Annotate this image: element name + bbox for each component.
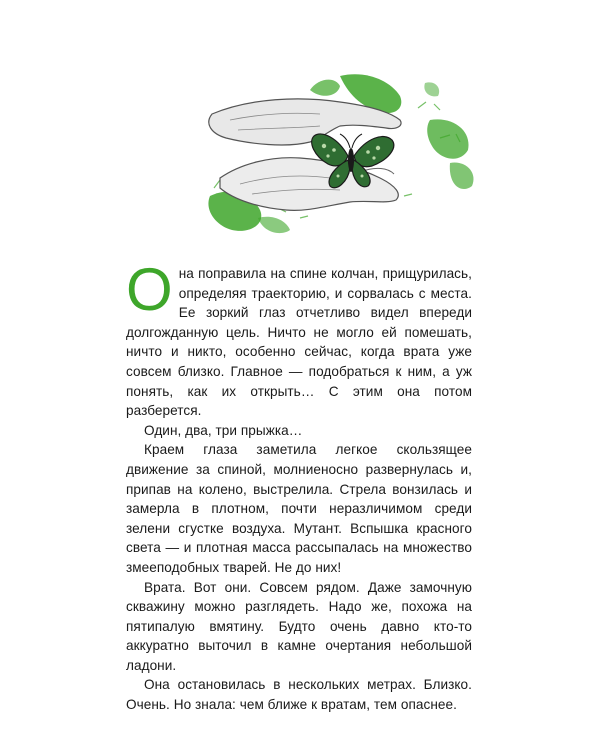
paragraph-3: Краем глаза заметила легкое скользящее движение за спиной, молниеносно развернулась и, припав на колено, выстрелила. Стрела вонзилась и замерла в плотном, почти неразличимом среди зелени сгустке воздуха. Мутант. Вспышка красного света — и плотная масса рассыпалась на множество змееподобных тварей. Не до них! bbox=[126, 442, 472, 575]
paragraph-1 bbox=[126, 256, 472, 421]
paragraph-4: Врата. Вот они. Совсем рядом. Даже замочную скважину можно разглядеть. Надо же, похожа на пятипалую вмятину. Будто очень давно кто-то аккуратно выточил в камне очертания небольшой ладони. bbox=[126, 579, 472, 673]
drop-cap: О bbox=[126, 256, 173, 323]
hands-butterfly-illustration bbox=[190, 68, 490, 238]
paragraph-2: Один, два, три прыжка… bbox=[144, 422, 303, 438]
story-text bbox=[126, 256, 472, 715]
paragraph-1-text: на поправила на спине колчан, прищурилась, определяя траекторию, и сорвалась с места. Ее зоркий глаз отчетливо видел впереди долгожданную цель. Ничто не могло ей помешать, ничто и никто, особенно сейчас, когда врата уже совсем близко. Главное — подобраться к ним, а уж понять, как их открыть… С этим она потом разберется. bbox=[126, 266, 472, 419]
paragraph-5: Она остановилась в нескольких метрах. Близко. Очень. Но знала: чем ближе к вратам, тем опаснее. bbox=[126, 677, 472, 713]
